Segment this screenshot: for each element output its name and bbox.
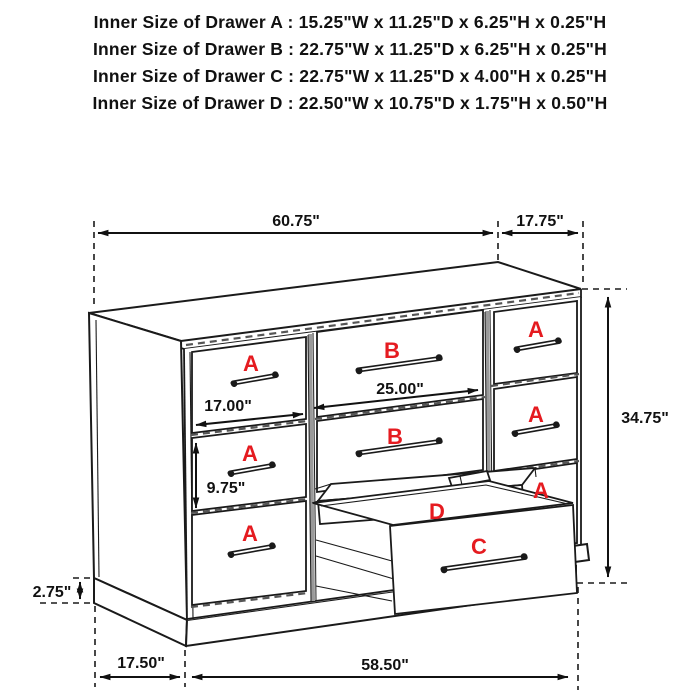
label-drawer-a5: A <box>528 402 544 427</box>
dim-label-base-height: 2.75" <box>32 584 72 601</box>
dim-label-small-drawer-width: 17.00" <box>204 398 252 415</box>
spec-line-drawer-c: Inner Size of Drawer C : 22.75"W x 11.25"D x 4.00"H x 0.25"H <box>92 66 608 86</box>
drawer-face-a4 <box>494 301 577 384</box>
spec-line-drawer-a: Inner Size of Drawer A : 15.25"W x 11.25"D x 6.25"H x 0.25"H <box>93 12 607 32</box>
spec-line-drawer-b: Inner Size of Drawer B : 22.75"W x 11.25"D x 6.25"H x 0.25"H <box>92 39 608 59</box>
dim-label-overall-width: 60.75" <box>272 213 320 230</box>
dim-label-overall-height: 34.75" <box>621 410 669 427</box>
dim-label-base-depth: 17.50" <box>117 655 165 672</box>
label-drawer-d: D <box>429 499 445 524</box>
label-drawer-a2: A <box>242 441 258 466</box>
dim-label-overall-depth: 17.75" <box>516 213 564 230</box>
dim-label-center-drawer-width: 25.00" <box>376 381 424 398</box>
dim-label-base-width: 58.50" <box>361 657 409 674</box>
dresser-drawing <box>89 262 589 646</box>
label-drawer-c: C <box>471 534 487 559</box>
left-side-panel <box>89 313 187 620</box>
dim-label-middle-drawer-height: 9.75" <box>206 480 246 497</box>
label-drawer-b2: B <box>387 424 403 449</box>
label-drawer-a6: A <box>533 478 549 503</box>
label-drawer-a4: A <box>528 317 544 342</box>
spec-line-drawer-d: Inner Size of Drawer D : 22.50"W x 10.75"D x 1.75"H x 0.50"H <box>92 93 608 113</box>
label-drawer-a1: A <box>243 351 259 376</box>
label-drawer-b1: B <box>384 338 400 363</box>
label-drawer-a3: A <box>242 521 258 546</box>
